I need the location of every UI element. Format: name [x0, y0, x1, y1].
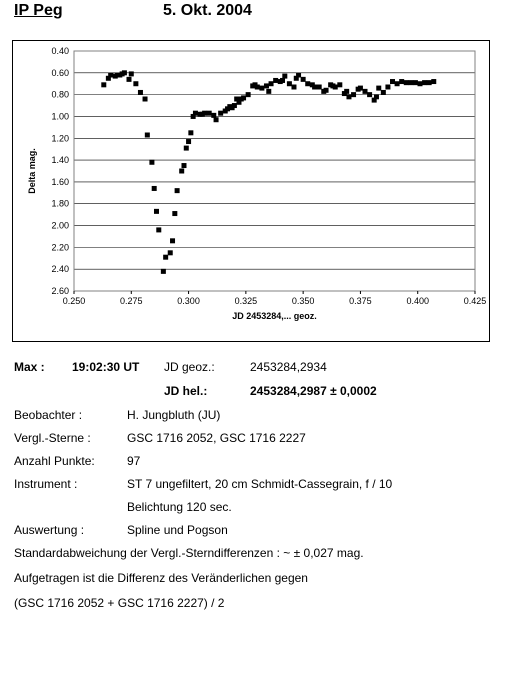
data-point: [280, 78, 285, 83]
data-point: [282, 74, 287, 79]
x-tick-label: 0.325: [234, 296, 258, 306]
data-point: [168, 250, 173, 255]
data-point: [408, 80, 413, 85]
y-tick-labels: [51, 46, 69, 296]
data-point: [376, 86, 381, 91]
jd-hel-label: JD hel.:: [164, 384, 208, 398]
data-point: [152, 186, 157, 191]
data-point: [301, 77, 306, 82]
data-point: [358, 86, 363, 91]
instrument-value: ST 7 ungefiltert, 20 cm Schmidt-Cassegrain, f / 10: [127, 477, 393, 491]
data-point: [390, 79, 395, 84]
data-point: [214, 117, 219, 122]
data-point: [175, 188, 180, 193]
data-point: [413, 80, 418, 85]
data-point: [346, 94, 351, 99]
data-point: [291, 85, 296, 90]
data-point: [374, 94, 379, 99]
data-point: [149, 160, 154, 165]
data-point: [381, 90, 386, 95]
data-point: [317, 85, 322, 90]
data-point: [333, 85, 338, 90]
data-point: [161, 269, 166, 274]
y-tick-label: 0.40: [51, 46, 69, 56]
x-axis-label: JD 2453284,... geoz.: [232, 311, 317, 321]
y-tick-label: 2.60: [51, 286, 69, 296]
point-count-label: Anzahl Punkte:: [14, 454, 95, 468]
data-point: [129, 71, 134, 76]
x-tick-label: 0.275: [120, 296, 143, 306]
x-tick-label: 0.375: [349, 296, 372, 306]
data-point: [385, 85, 390, 90]
stddev-text: Standardabweichung der Vergl.-Sterndifferenzen : ~ ± 0,027 mag.: [14, 546, 364, 560]
y-tick-label: 1.60: [51, 176, 69, 187]
y-tick-label: 2.40: [51, 264, 69, 275]
data-point: [422, 80, 427, 85]
data-points: [101, 70, 436, 274]
data-point: [211, 113, 216, 118]
data-point: [305, 81, 310, 86]
plotted-difference-text: Aufgetragen ist die Differenz des Veränderlichen gegen: [14, 571, 308, 585]
data-point: [264, 83, 269, 88]
y-tick-label: 0.80: [51, 89, 69, 100]
data-point: [181, 163, 186, 168]
chart-grid: [74, 51, 475, 291]
light-curve-chart: [13, 41, 489, 341]
data-point: [269, 81, 274, 86]
data-point: [404, 80, 409, 85]
y-tick-label: 0.60: [51, 67, 69, 78]
data-point: [431, 79, 436, 84]
data-point: [101, 82, 106, 87]
y-axis-label: Delta mag.: [27, 148, 37, 194]
data-point: [184, 146, 189, 151]
data-point: [287, 81, 292, 86]
x-tick-label: 0.350: [291, 296, 315, 306]
data-point: [363, 89, 368, 94]
data-point: [122, 70, 127, 75]
x-tick-label: 0.400: [406, 296, 429, 306]
data-point: [207, 111, 212, 116]
analysis-value: Spline und Pogson: [127, 523, 228, 537]
data-point: [296, 73, 301, 78]
observer-label: Beobachter :: [14, 408, 83, 422]
data-point: [259, 86, 264, 91]
data-point: [337, 82, 342, 87]
point-count-value: 97: [127, 454, 141, 468]
data-point: [193, 111, 198, 116]
data-point: [108, 73, 113, 78]
jd-geoz-label: JD geoz.:: [164, 360, 215, 374]
data-point: [218, 111, 223, 116]
y-tick-label: 2.00: [51, 220, 69, 231]
x-tick-label: 0.250: [62, 296, 86, 306]
max-time: 19:02:30 UT: [72, 360, 140, 374]
data-point: [170, 238, 175, 243]
data-point: [399, 79, 404, 84]
x-tick-label: 0.300: [177, 296, 200, 306]
data-point: [266, 89, 271, 94]
data-point: [179, 169, 184, 174]
chart-frame: [12, 40, 490, 342]
star-name-title: IP Peg: [14, 2, 63, 19]
comparison-stars-label: Vergl.-Sterne :: [14, 431, 91, 445]
data-point: [138, 90, 143, 95]
jd-geoz-value: 2453284,2934: [250, 360, 327, 374]
data-point: [427, 80, 432, 85]
data-point: [172, 211, 177, 216]
data-point: [324, 88, 329, 93]
comparison-formula-text: (GSC 1716 2052 + GSC 1716 2227) / 2: [14, 596, 225, 610]
analysis-label: Auswertung :: [14, 523, 85, 537]
y-tick-label: 1.80: [51, 198, 69, 209]
y-tick-label: 2.20: [51, 242, 69, 253]
max-label: Max :: [14, 360, 45, 374]
data-point: [133, 81, 138, 86]
data-point: [395, 81, 400, 86]
data-point: [126, 77, 131, 82]
data-point: [312, 85, 317, 90]
observation-date-title: 5. Okt. 2004: [163, 2, 252, 19]
data-point: [246, 92, 251, 97]
data-point: [344, 89, 349, 94]
data-point: [156, 227, 161, 232]
data-point: [143, 97, 148, 102]
data-point: [145, 133, 150, 138]
data-point: [163, 255, 168, 260]
comparison-stars-value: GSC 1716 2052, GSC 1716 2227: [127, 431, 306, 445]
data-point: [188, 130, 193, 135]
data-point: [202, 111, 207, 116]
jd-hel-value: 2453284,2987 ± 0,0002: [250, 384, 377, 398]
y-tick-label: 1.40: [51, 155, 69, 166]
instrument-label: Instrument :: [14, 477, 78, 491]
plot-area: [74, 51, 475, 291]
y-tick-label: 1.20: [51, 133, 69, 144]
data-point: [273, 78, 278, 83]
data-point: [232, 103, 237, 108]
x-tick-labels: [63, 291, 487, 306]
data-point: [418, 81, 423, 86]
data-point: [241, 95, 246, 100]
data-point: [154, 209, 159, 214]
data-point: [186, 139, 191, 144]
x-tick-label: 0.425: [463, 296, 487, 306]
y-tick-label: 1.00: [51, 111, 69, 122]
data-point: [351, 92, 356, 97]
observer-value: H. Jungbluth (JU): [127, 408, 221, 422]
data-point: [255, 85, 260, 90]
data-point: [367, 92, 372, 97]
exposure-value: Belichtung 120 sec.: [127, 500, 232, 514]
